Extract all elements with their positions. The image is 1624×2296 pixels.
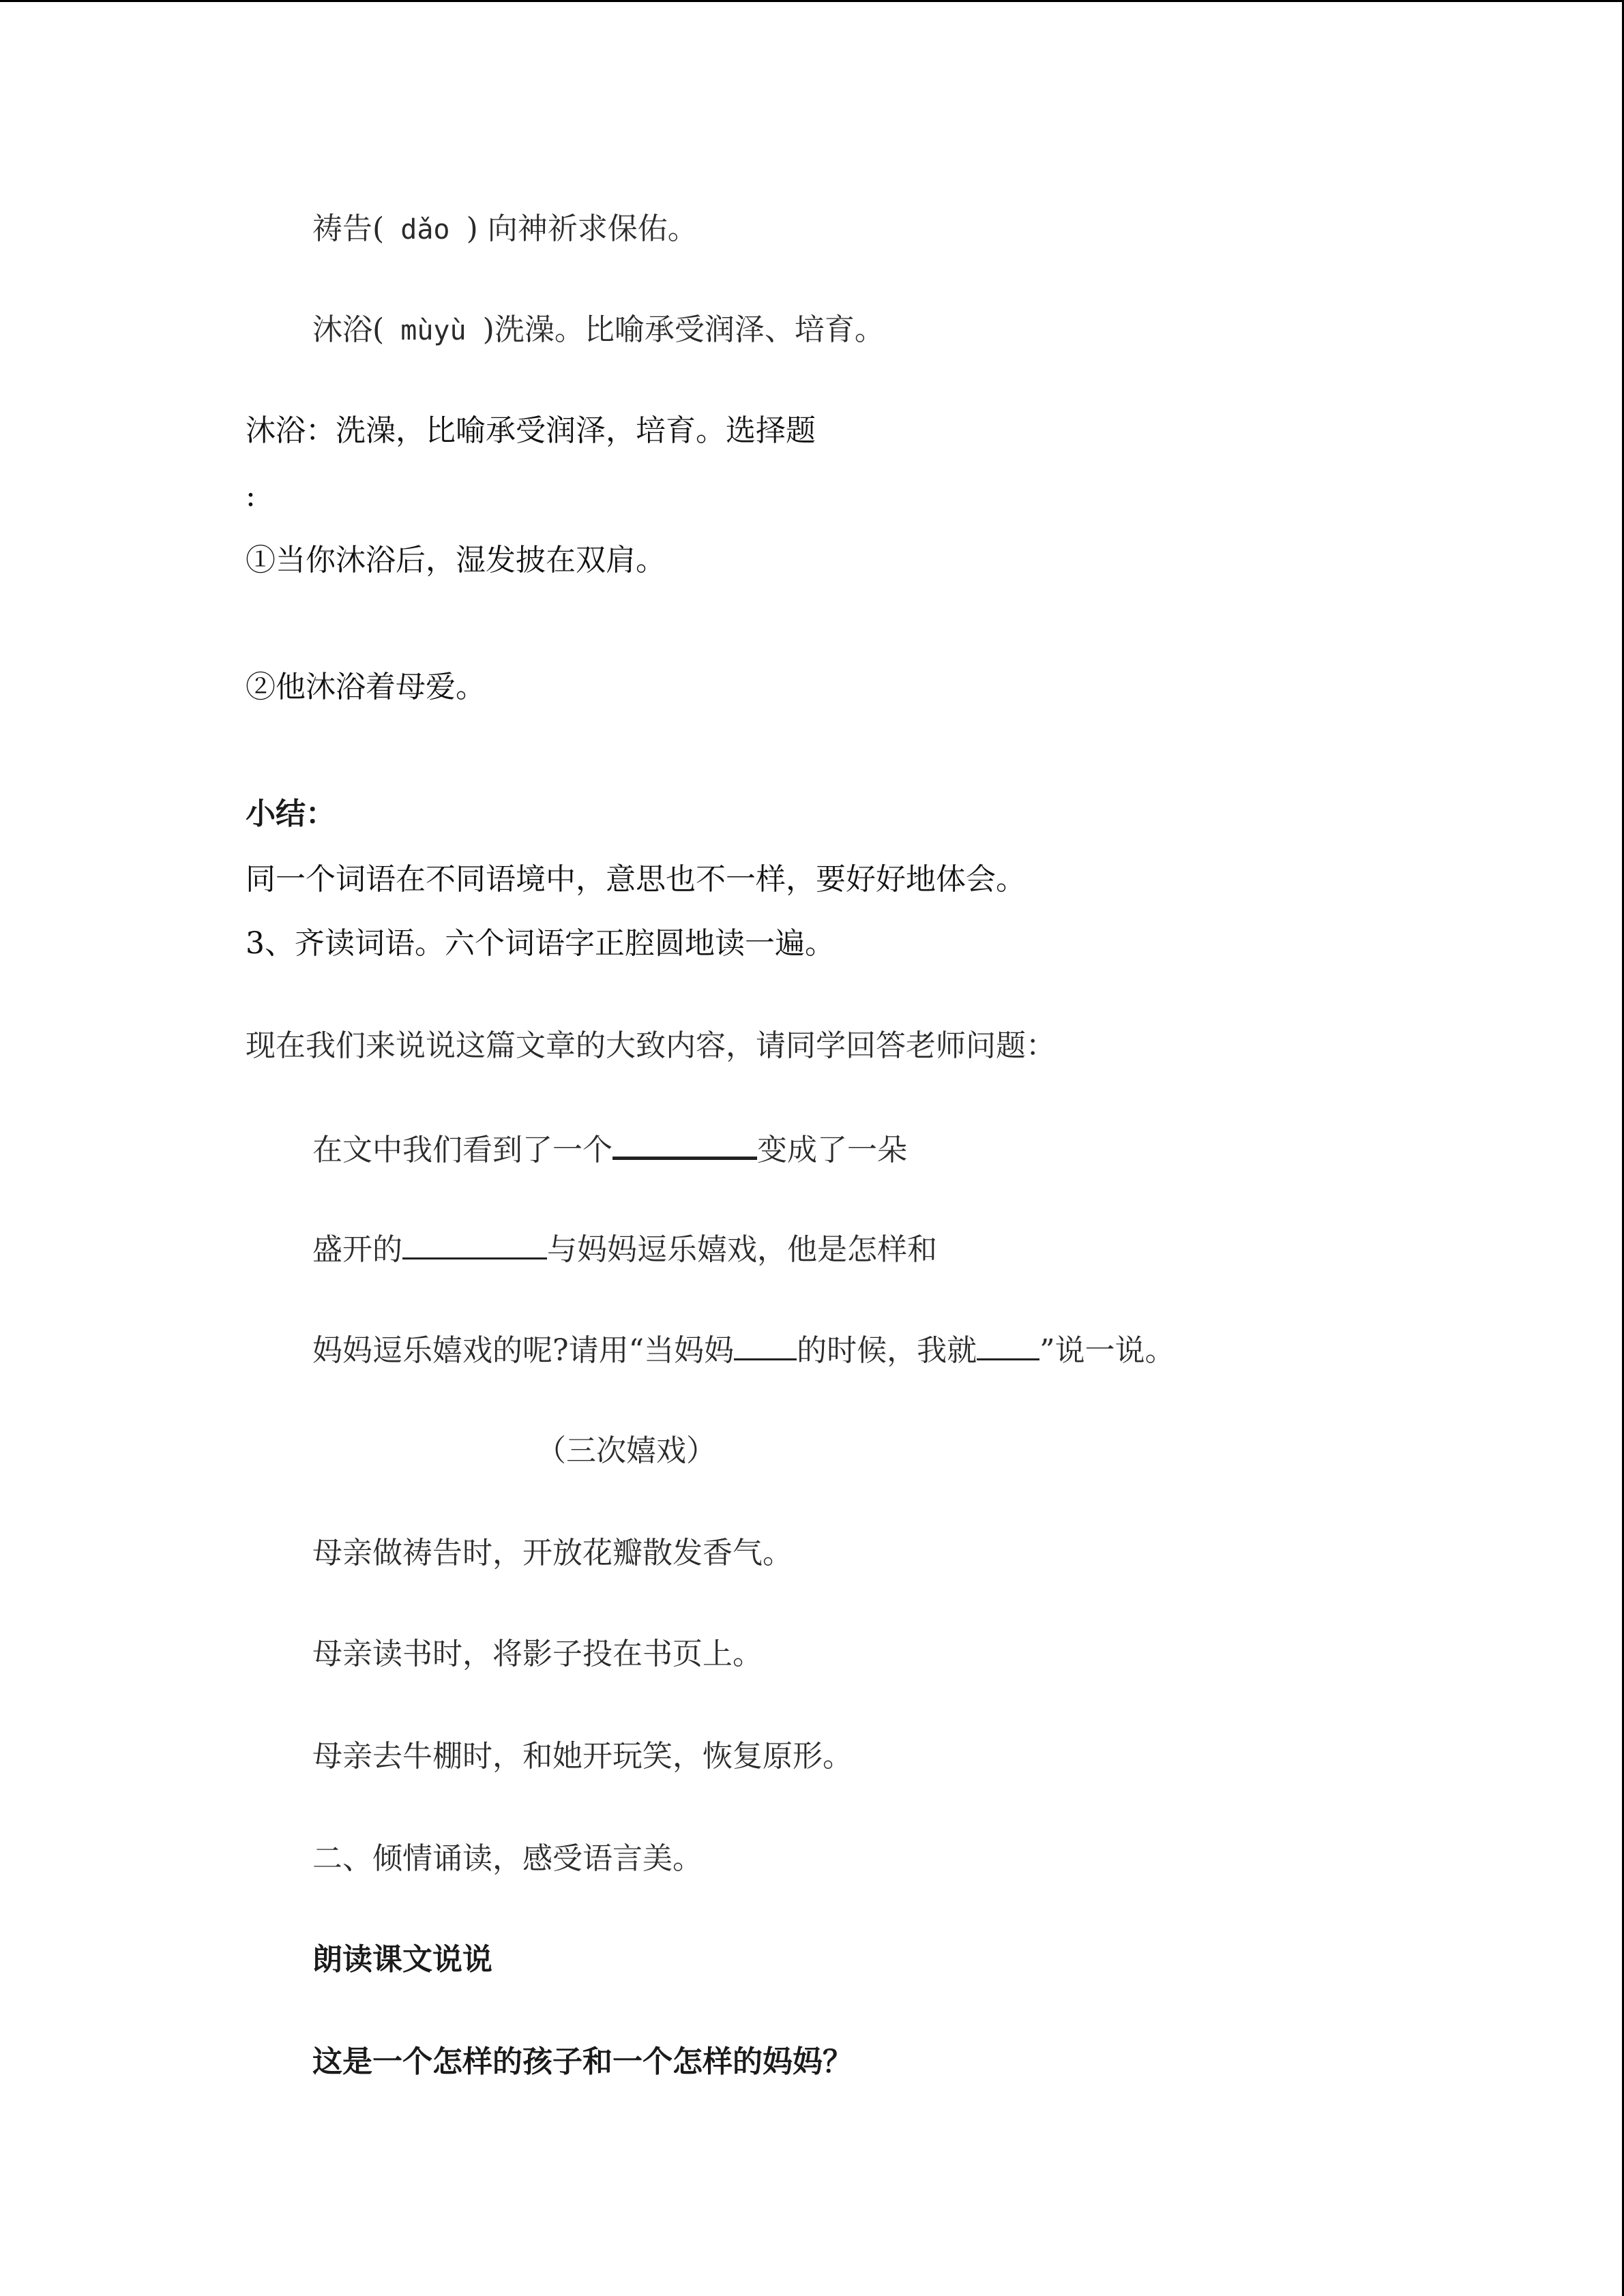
fill-blank-line-2 (312, 1230, 937, 1269)
fill-blank-line-3 (312, 1331, 1175, 1370)
vocab-word: 祷告( (312, 211, 385, 246)
summary-heading: 小结： (246, 796, 336, 831)
option-1: ①当你沐浴后，湿发披在双肩。 (246, 543, 666, 578)
vocab-line-muyu (312, 311, 885, 350)
section-2-heading: 二、倾情诵读，感受语言美。 (312, 1841, 703, 1876)
fill-blank (402, 1230, 547, 1259)
summary-text: 同一个词语在不同语境中，意思也不一样，要好好地体会。 (246, 862, 1026, 897)
vocab-line-daogao (312, 210, 698, 249)
vocab-meaning: )洗澡。比喻承受润泽、培育。 (482, 312, 885, 347)
vocab-pinyin: mùyù (384, 315, 483, 346)
page-top-border (0, 0, 1624, 2)
fill-text: 在文中我们看到了一个 (312, 1133, 612, 1167)
step-3-line: 3、齐读词语。六个词语字正腔圆地读一遍。 (246, 926, 835, 961)
definition-colon: : (246, 479, 256, 513)
play-item-3: 母亲去牛棚时，和她开玩笑，恢复原形。 (312, 1739, 853, 1774)
fill-text: 变成了一朵 (757, 1133, 907, 1167)
play-item-2: 母亲读书时，将影子投在书页上。 (312, 1637, 763, 1671)
vocab-meaning: ) 向神祈求保佑。 (466, 211, 698, 246)
discussion-question: 这是一个怎样的孩子和一个怎样的妈妈？ (312, 2044, 853, 2079)
fill-blank (612, 1129, 757, 1160)
fill-text: 妈妈逗乐嬉戏的呢?请用“当妈妈 (312, 1333, 735, 1368)
fill-blank (734, 1331, 797, 1360)
fill-blank-line-1 (312, 1129, 907, 1169)
fill-text: ”说一说。 (1039, 1333, 1175, 1368)
read-heading: 朗读课文说说 (312, 1942, 492, 1977)
fill-blank (977, 1331, 1039, 1360)
vocab-pinyin: dǎo (384, 214, 467, 245)
fill-text: 与妈妈逗乐嬉戏，他是怎样和 (547, 1232, 937, 1267)
fill-text: 盛开的 (312, 1232, 402, 1267)
fill-text: 的时候，我就 (797, 1333, 977, 1368)
vocab-word: 沐浴( (312, 312, 385, 347)
play-item-1: 母亲做祷告时，开放花瓣散发香气。 (312, 1536, 793, 1570)
content-intro: 现在我们来说说这篇文章的大致内容，请同学回答老师问题： (246, 1028, 1056, 1063)
play-note: （三次嬉戏） (536, 1433, 716, 1468)
definition-line: 沐浴：洗澡，比喻承受润泽，培育。选择题 (246, 413, 816, 448)
option-2: ②他沐浴着母爱。 (246, 670, 486, 704)
